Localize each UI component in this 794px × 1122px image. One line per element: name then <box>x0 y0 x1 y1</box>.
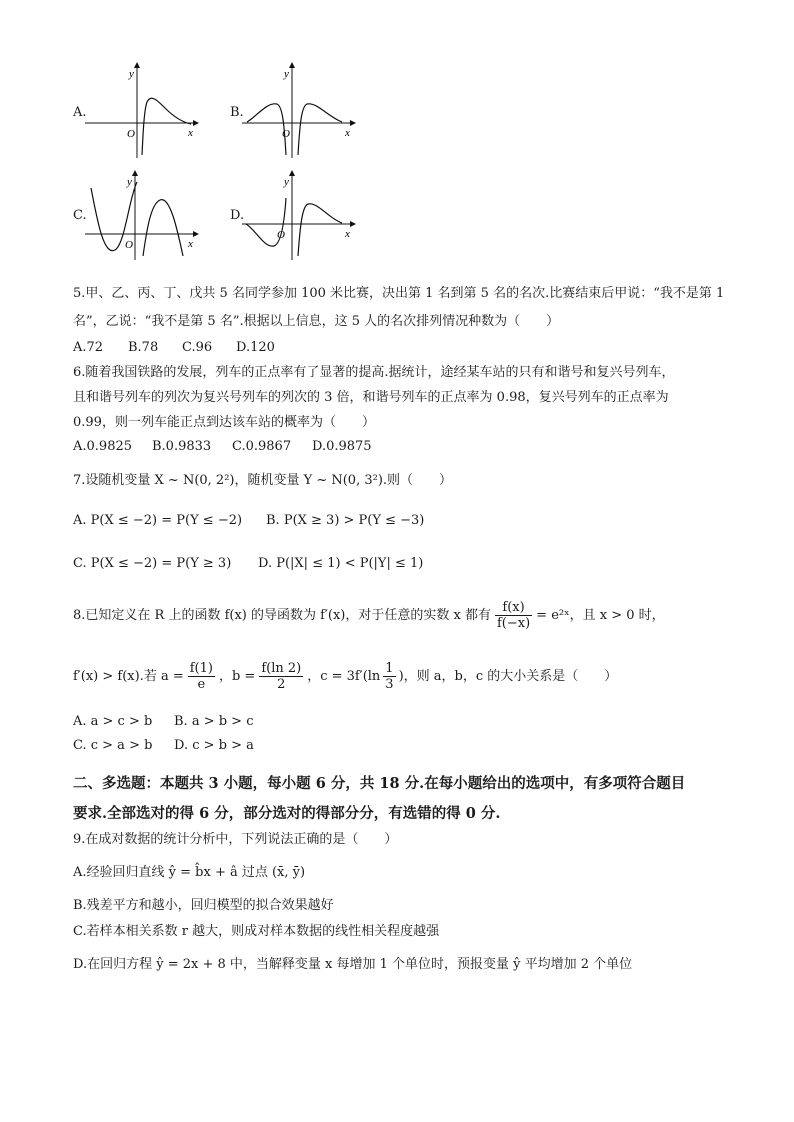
x-axis-label: x <box>188 127 193 139</box>
q9-option-a: A.经验回归直线 ŷ = b̂x + â 过点 (x̄, ȳ) <box>73 865 306 880</box>
q8-ratio-num: f(x) <box>495 600 532 616</box>
q5-option-c: C.96 <box>182 340 213 355</box>
q8-line1-tail: = e²ˣ，且 x > 0 时， <box>536 607 665 623</box>
graph-c <box>85 168 200 263</box>
q5-line1: 5.甲、乙、丙、丁、戊共 5 名同学参加 100 米比赛，决出第 1 名到第 5 名的名次.比赛结束后甲说：“我不是第 1 <box>73 286 725 301</box>
svg-text:x: x <box>345 228 350 240</box>
svg-text:O: O <box>125 239 133 251</box>
graph-label-d: D. <box>230 208 245 223</box>
q6-line3: 0.99，则一列车能正点到达该车站的概率为（ ） <box>73 415 375 430</box>
section2-heading-line2: 要求.全部选对的得 6 分，部分选对的得部分分，有选错的得 0 分. <box>73 805 501 822</box>
q8-b-fraction: $\frac{f(\ln 2)}{2}$ <box>261 661 302 692</box>
graph-label-a: A. <box>73 105 87 120</box>
q7-option-d: D. P(|X| ≤ 1) < P(|Y| ≤ 1) <box>258 556 424 571</box>
q8-option-a: A. a > c > b <box>73 714 153 729</box>
q7-option-b: B. P(X ≥ 3) > P(Y ≤ −3) <box>266 513 425 528</box>
svg-text:x: x <box>345 127 350 139</box>
q6-line1: 6.随着我国铁路的发展，列车的正点率有了显著的提高.据统计，途经某车站的只有和谐号和复兴号列车， <box>73 365 675 380</box>
graph-d <box>242 168 357 263</box>
q9-option-b: B.残差平方和越小，回归模型的拟合效果越好 <box>73 898 334 913</box>
svg-text:y: y <box>127 176 132 188</box>
q8-option-b: B. a > b > c <box>174 714 254 729</box>
q8-b-prefix: ，b = <box>218 668 256 684</box>
q5-line2: 名”，乙说：“我不是第 5 名”.根据以上信息，这 5 人的名次排列情况种数为（ ） <box>73 314 560 329</box>
q8-line1 <box>73 600 665 631</box>
graph-b <box>242 60 357 160</box>
q6-option-a: A.0.9825 <box>73 439 133 454</box>
q6-line2: 且和谐号列车的列次为复兴号列车的列次的 3 倍，和谐号列车的正点率为 0.98，复兴号列车的正点率为 <box>73 390 669 405</box>
q8-a-fraction: $\frac{f(1)}{e}$ <box>189 661 213 692</box>
svg-text:O: O <box>282 128 290 140</box>
q8-line2-tail: )，则 a，b，c 的大小关系是（ ） <box>398 668 618 684</box>
q9-option-d: D.在回归方程 ŷ = 2x + 8 中，当解释变量 x 每增加 1 个单位时，预报变量 ŷ 平均增加 2 个单位 <box>73 957 633 972</box>
q5-option-d: D.120 <box>236 340 275 355</box>
q8-line2-text: f′(x) > f(x).若 a = <box>73 668 184 684</box>
svg-text:y: y <box>284 68 289 80</box>
q9-stem: 9.在成对数据的统计分析中，下列说法正确的是（ ） <box>73 832 398 847</box>
q8-option-d: D. c > b > a <box>174 738 254 753</box>
q8-ratio-fraction <box>495 600 532 631</box>
q8-c-fraction: $\frac{1}{3}$ <box>385 661 394 692</box>
q8-line2 <box>73 661 617 692</box>
section2-heading-line1: 二、多选题：本题共 3 小题，每小题 6 分，共 18 分.在每小题给出的选项中，有多项符合题目 <box>73 775 686 792</box>
graph-label-b: B. <box>230 105 244 120</box>
svg-text:O: O <box>277 229 285 241</box>
q7-option-a: A. P(X ≤ −2) = P(Y ≤ −2) <box>73 513 243 528</box>
y-axis-label: y <box>129 68 134 80</box>
graph-label-c: C. <box>73 208 87 223</box>
graph-a <box>85 60 200 160</box>
q6-option-b: B.0.9833 <box>152 439 212 454</box>
q9-option-c: C.若样本相关系数 r 越大，则成对样本数据的线性相关程度越强 <box>73 924 440 939</box>
origin-label: O <box>127 128 135 140</box>
q8-ratio-den: f(−x) <box>496 616 531 631</box>
svg-text:x: x <box>188 238 193 250</box>
q5-option-b: B.78 <box>128 340 159 355</box>
q6-option-c: C.0.9867 <box>232 439 292 454</box>
q8-line1-text: 8.已知定义在 R 上的函数 f(x) 的导函数为 f′(x)，对于任意的实数 x 都有 <box>73 607 491 623</box>
q8-c-prefix: ，c = 3f′(ln <box>307 668 381 684</box>
q6-option-d: D.0.9875 <box>312 439 372 454</box>
q5-option-a: A.72 <box>73 340 104 355</box>
q8-option-c: C. c > a > b <box>73 738 153 753</box>
q7-option-c: C. P(X ≤ −2) = P(Y ≥ 3) <box>73 556 232 571</box>
svg-text:y: y <box>284 176 289 188</box>
q7-stem: 7.设随机变量 X ~ N(0, 2²)，随机变量 Y ~ N(0, 3²).则（ ） <box>73 473 453 488</box>
